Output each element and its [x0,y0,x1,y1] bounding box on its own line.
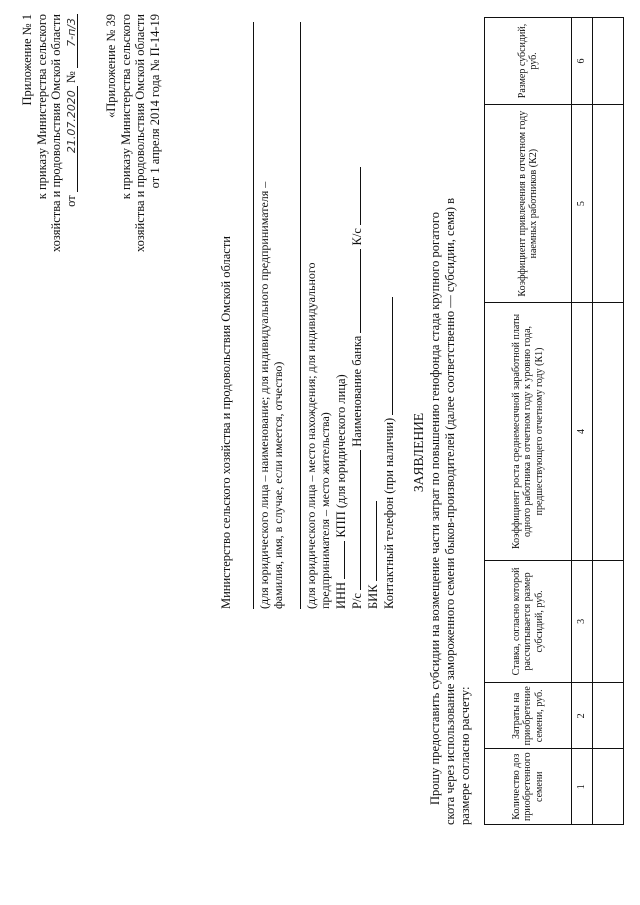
bik-label: БИК [366,584,380,609]
table-number-cell: 6 [572,18,593,105]
rs-field[interactable] [348,450,361,590]
original-appendix-line-3: хозяйства и продовольствия Омской области [133,14,147,253]
table-number-cell: 1 [572,749,593,825]
appendix-block [20,14,78,434]
inn-kpp-line [332,374,349,609]
table-number-row [572,18,593,825]
inn-field[interactable] [332,541,345,579]
appendix-line-2: к приказу Министерства сельского [34,14,49,200]
appendix-line-3: хозяйства и продовольствия Омской области [49,14,63,253]
table-data-cell[interactable] [593,683,624,749]
location-line [300,22,301,609]
table-data-row [593,18,624,825]
appendix-number-handwritten: 7-п/3 [65,14,78,68]
appendix-date-prefix: от [63,195,78,207]
original-appendix-line-4: от 1 апреля 2014 года № П-14-19 [147,14,162,189]
body-line-2: скота через использование замороженного семени быков-производителей (далее соответственно — субсидии, семя) в [443,197,457,825]
table-number-cell: 2 [572,683,593,749]
appendix-number-prefix: № [63,71,78,84]
body-line-1: Прошу предоставить субсидии на возмещение части затрат по повышению генофонда стада крупного рогатого [428,212,442,805]
table-header-cell: Размер субсидий, руб. [485,18,572,105]
calculation-table [484,17,624,825]
table-header-cell: Количество доз приобретенного семени [485,749,572,825]
ks-field[interactable] [348,167,361,225]
appendix-line-1: Приложение № 1 [20,14,34,106]
table-header-cell: Затраты на приобретение семени, руб. [485,683,572,749]
original-appendix-line-1: «Приложение № 39 [104,14,118,119]
legal-entity-line [253,22,254,609]
rs-label: Р/с [350,593,364,609]
table-data-cell[interactable] [593,18,624,105]
table-number-cell: 4 [572,303,593,560]
kpp-label: КПП (для юридического лица) [334,374,348,538]
legal-entity-hint-2: фамилия, имя, в случае, если имеется, отчество) [271,361,285,609]
legal-entity-hint-1: (для юридического лица – наименование; для индивидуального предпринимателя – [257,181,271,609]
location-hint-2: предпринимателя – место жительства) [318,412,332,609]
table-header-cell: Коэффициент роста среднемесячной заработной платы одного работника в отчетном году к уровню года, предшествующего отчетному году (К1) [485,303,572,560]
table-data-cell[interactable] [593,104,624,302]
ks-label: К/с [350,228,364,246]
phone-line [380,297,397,609]
body-line-3: размере согласно расчету: [458,686,472,825]
appendix-date-line [64,14,79,434]
table-data-cell[interactable] [593,560,624,683]
original-appendix-line-2: к приказу Министерства сельского [118,14,133,200]
table-data-cell[interactable] [593,303,624,560]
table-header-cell: Ставка, согласно которой рассчитывается размер субсидий, руб. [485,560,572,683]
addressee: Министерство сельского хозяйства и продовольствия Омской области [219,236,233,609]
table-header-cell: Коэффициент привлечения в отчетном году наемных работников (К2) [485,104,572,302]
account-line [348,167,365,609]
bik-line [364,501,381,609]
table-data-cell[interactable] [593,749,624,825]
table-header-row [485,18,572,825]
location-hint-1: (для юридического лица – место нахождения; для индивидуального [304,262,318,609]
bank-field[interactable] [348,249,361,333]
bik-field[interactable] [364,501,377,581]
table-number-cell: 5 [572,104,593,302]
document-title: ЗАЯВЛЕНИЕ [411,412,426,493]
inn-label: ИНН [334,581,348,609]
table-number-cell: 3 [572,560,593,683]
phone-label: Контактный телефон (при наличии) [382,417,396,609]
appendix-date-handwritten: 21.07.2020 [65,86,78,192]
bank-label: Наименование банка [350,335,364,447]
original-appendix-block [104,14,162,434]
phone-field[interactable] [380,297,393,415]
